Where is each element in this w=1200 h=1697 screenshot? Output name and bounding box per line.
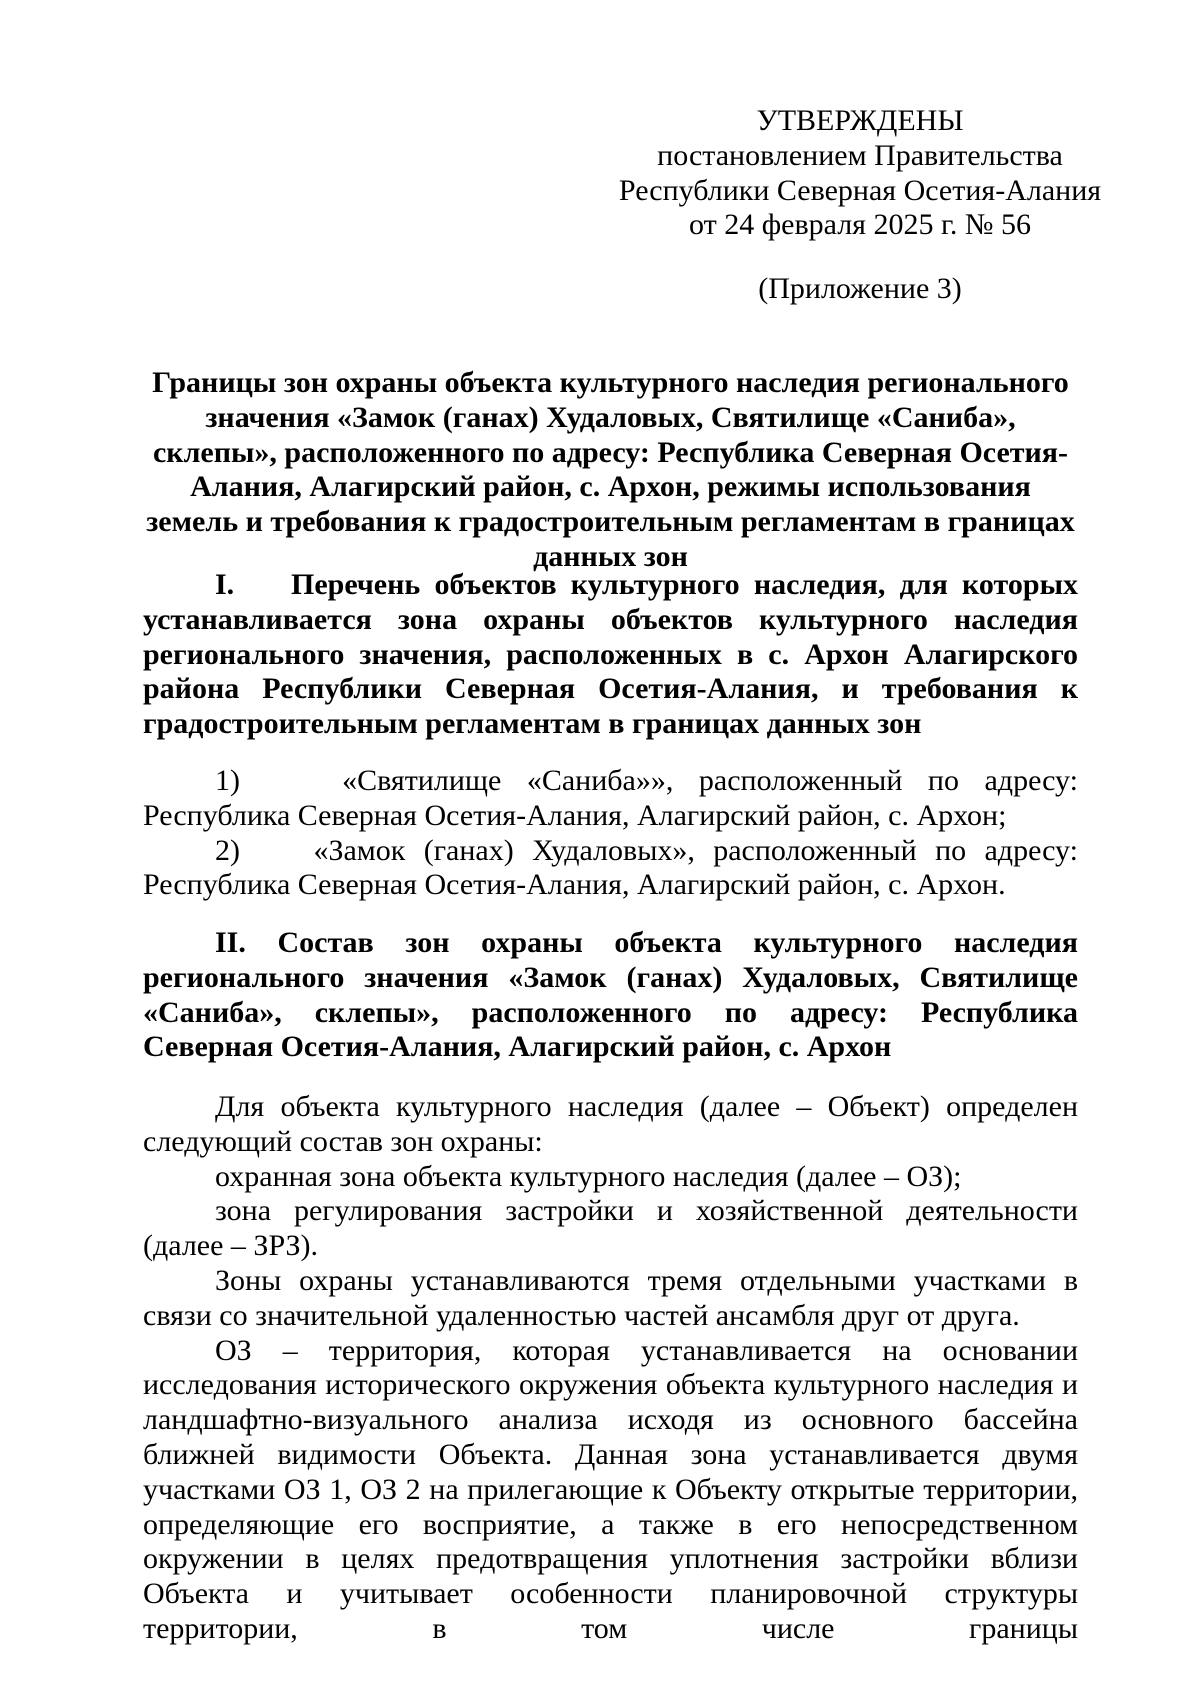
list-item: 2) «Замок (ганах) Худаловых», расположенный по адресу: Республика Северная Осетия-Алания, Алагирский район, с. Архон. — [143, 833, 1078, 902]
section-2-heading — [143, 926, 1078, 1065]
paragraph: охранная зона объекта культурного наследия (далее – ОЗ); — [215, 1159, 962, 1193]
approval-government: Республики Северная Осетия-Алания — [618, 173, 1102, 207]
list-item: 1) «Святилище «Саниба»», расположенный по адресу: Республика Северная Осетия-Алания, Алагирский район, с. Архон; — [143, 764, 1078, 832]
paragraph: зона регулирования застройки и хозяйственной деятельности (далее – ЗРЗ). — [143, 1194, 1078, 1263]
section-2-body — [143, 1090, 1078, 1647]
paragraph: Зоны охраны устанавливаются тремя отдельными участками в связи со значительной удаленностью частей ансамбля друг от друга. — [143, 1263, 1078, 1332]
objects-list — [143, 764, 1078, 903]
section-1-heading — [143, 568, 1078, 742]
approval-date-number: от 24 февраля 2025 г. № 56 — [688, 208, 1032, 242]
paragraph: ОЗ – территория, которая устанавливается на основании исследования исторического окружения объекта культурного наследия и ландшафтно-визуального анализа исходя из основного бассейна ближней видимости Объекта. Данная зона устанавливается двумя участками ОЗ 1, ОЗ 2 на прилегающие к Объекту открытые территории, определяющие его восприятие, а также в его непосредственном окружении в целях предотвращения уплотнения застройки вблизи Объекта и учитывает особенности планировочной структуры территории, в том числе границы — [143, 1333, 1078, 1645]
appendix-label: (Приложение 3) — [758, 272, 962, 305]
approval-heading: УТВЕРЖДЕНЫ — [756, 104, 964, 137]
approval-stamp — [600, 104, 1120, 243]
paragraph: Для объекта культурного наследия (далее – Объект) определен следующий состав зон охраны: — [143, 1090, 1078, 1158]
approval-decree: постановлением Правительства — [657, 138, 1063, 172]
document-title: Границы зон охраны объекта культурного наследия регионального значения «Замок (ганах) Худаловых, Святилище «Саниба», склепы», расположенного по адресу: Республика Северная Осетия-Алания, Алагирский район, с. Архон, режимы использования земель и требования к градостроительным регламентам в границах данных зон — [146, 366, 1075, 573]
section-2-heading-text: II. Состав зон охраны объекта культурного наследия регионального значения «Замок (ганах) Худаловых, Святилище «Саниба», склепы», расположенного по адресу: Республика Северная Осетия-Алания, Алагирский район, с. Архон — [143, 926, 1078, 1064]
section-1-heading-text: I. Перечень объектов культурного наследия, для которых устанавливается зона охраны объектов культурного наследия регионального значения, расположенных в с. Архон Алагирского района Республики Северная Осетия-Алания, и требования к градостроительным регламентам в границах данных зон — [143, 568, 1078, 741]
